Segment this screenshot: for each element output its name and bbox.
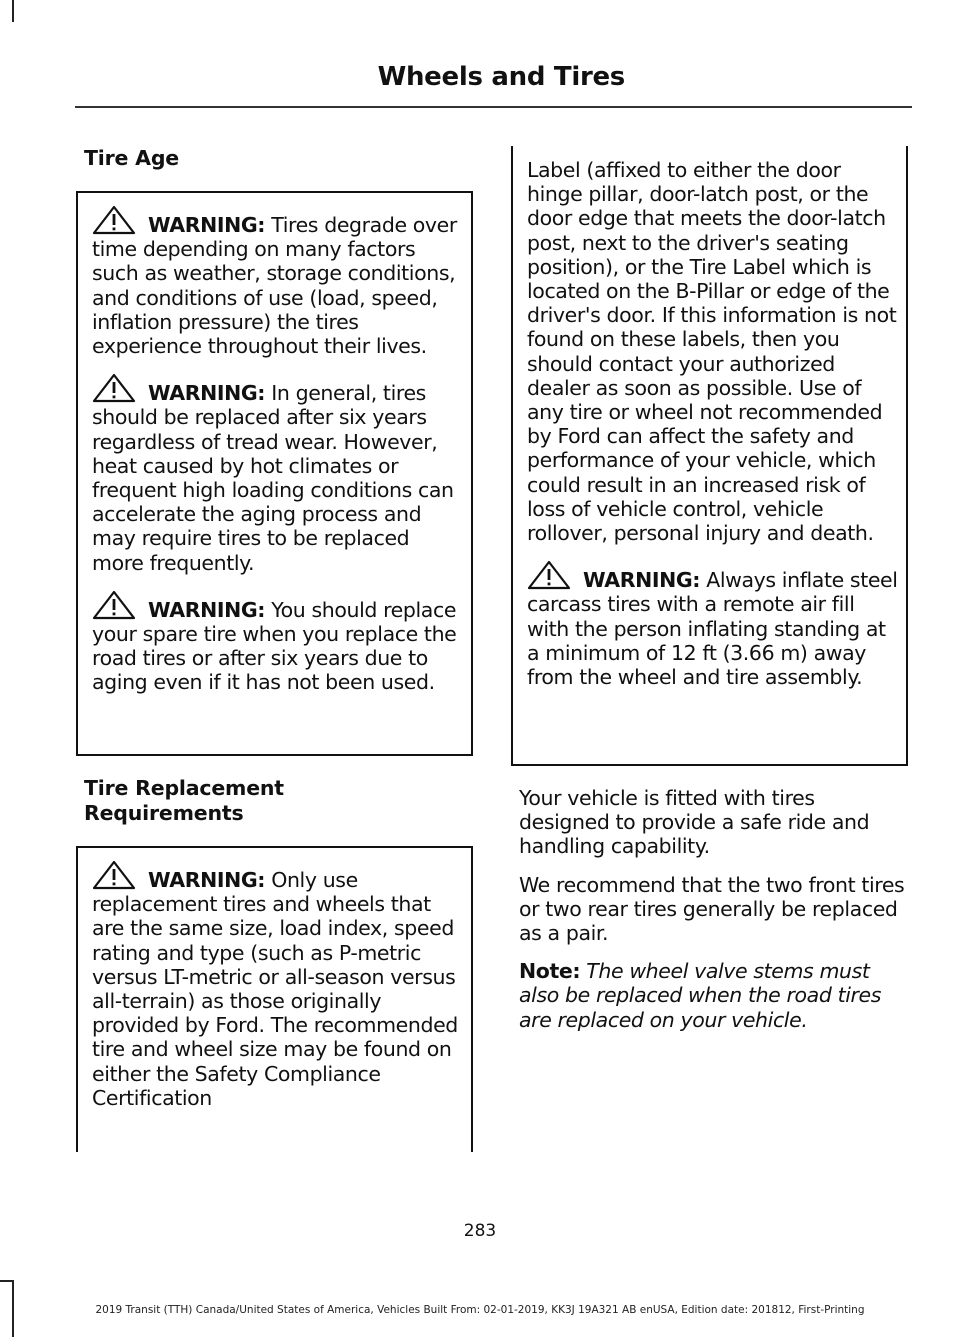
heading-line: Tire Replacement xyxy=(84,776,284,800)
warning-label: WARNING: xyxy=(148,213,266,237)
crop-mark-top-left xyxy=(12,0,14,22)
warning-text: Only use replacement tires and wheels that are the same size, load index, speed rating and type (such as P-metric versus LT-metric or all-season versus all-terrain) as those originally provided by Ford. The recommended tire and wheel size may be found on either the Safety Compliance Certification xyxy=(92,868,458,1110)
heading-line: Requirements xyxy=(84,801,244,825)
note-label: Note: xyxy=(519,959,581,984)
warning-text: Tires degrade over time depending on many factors such as weather, storage conditions, and conditions of use (load, speed, inflation pressure) the tires experience throughout their lives. xyxy=(92,213,457,359)
warning-label: WARNING: xyxy=(583,568,701,593)
warning-continued-text: Label (affixed to either the door hinge pillar, door-latch post, or the door edge that meets the door-latch post, next to the driver's seating position), or the Tire Label which is located on the B-Pillar or edge of the driver's door. If this information is not found on these labels, then you should contact your authorized dealer as soon as possible. Use of any tire or wheel not recommended by Ford can affect the safety and performance of your vehicle, which could result in an increased risk of loss of vehicle control, vehicle rollover, personal injury and death. xyxy=(527,158,897,546)
header-divider xyxy=(75,106,912,108)
warning-triangle-icon xyxy=(92,860,136,890)
page-footer: 2019 Transit (TTH) Canada/United States of America, Vehicles Built From: 02-01-2019, KK3J 19A321 AB enUSA, Edition date: 201812, First-Printing xyxy=(95,1304,865,1316)
body-paragraph: We recommend that the two front tires or two rear tires generally be replaced as a pair. xyxy=(519,872,905,946)
warning-label: WARNING: xyxy=(148,868,266,892)
warning-text: You should replace your spare tire when you replace the road tires or after six years due to aging even if it has not been used. xyxy=(92,597,457,695)
page-title: Wheels and Tires xyxy=(377,62,625,92)
warning-paragraph xyxy=(527,560,898,689)
crop-mark-bottom-left-h xyxy=(0,1280,14,1282)
left-column xyxy=(76,146,473,1152)
warning-triangle-icon xyxy=(92,590,136,620)
warning-paragraph xyxy=(92,860,463,1110)
warning-paragraph xyxy=(92,205,463,358)
note-paragraph xyxy=(519,959,908,1032)
warning-triangle-icon xyxy=(527,560,571,590)
section-heading-tire-replacement xyxy=(84,776,473,826)
warning-box-replacement-part2 xyxy=(511,146,908,766)
warning-label: WARNING: xyxy=(148,381,266,406)
note-text: The wheel valve stems must also be replaced when the road tires are replaced on your vehicle. xyxy=(519,959,882,1032)
warning-paragraph xyxy=(92,590,463,695)
warning-text: In general, tires should be replaced after six years regardless of tread wear. However, heat caused by hot climates or frequent high loading conditions can accelerate the aging process and may require tires to be replaced more frequently. xyxy=(92,381,454,575)
warning-label: WARNING: xyxy=(148,597,266,622)
warning-triangle-icon xyxy=(92,205,136,235)
warning-paragraph xyxy=(92,373,463,575)
warning-box-replacement-part1 xyxy=(76,846,473,1152)
warning-text: Always inflate steel carcass tires with a remote air fill with the person inflating standing at a minimum of 12 ft (3.66 m) away from the wheel and tire assembly. xyxy=(527,568,898,690)
warning-triangle-icon xyxy=(92,373,136,403)
page-number: 283 xyxy=(463,1221,497,1241)
warning-box-tire-age xyxy=(76,191,473,756)
right-column xyxy=(511,146,908,1046)
body-paragraph: Your vehicle is fitted with tires designed to provide a safe ride and handling capability. xyxy=(519,786,870,859)
section-heading-tire-age: Tire Age xyxy=(84,146,180,170)
